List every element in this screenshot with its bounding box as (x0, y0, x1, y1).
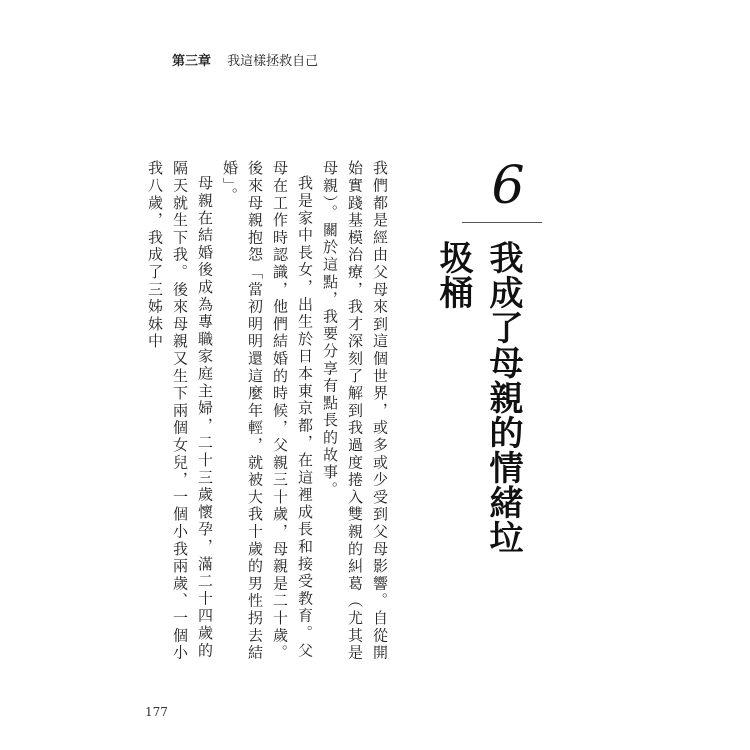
paragraph-2: 我是家中長女，出生於日本東京都，在這裡成長和接受教育。父母在工作時認識，他們結婚的時候，父親三十歲，母親是二十歲。後來母親抱怨「當初明明還這麼年輕，就被大我十歲的男性拐去結婚」。 (221, 160, 314, 662)
running-head-chapter: 第三章 (172, 54, 212, 69)
paragraph-3: 母親在結婚後成為專職家庭主婦，二十三歲懷孕，滿二十四歲的隔天就生下我。後來母親又生下兩個女兒，一個小我兩歲、一個小我八歲，我成了三姊妹中 (146, 160, 214, 662)
running-head (172, 50, 318, 69)
chapter-title: 我成了母親的情緒垃圾桶 (433, 240, 523, 555)
chapter-number: 6 (491, 156, 525, 216)
chapter-divider (462, 222, 542, 223)
paragraph-1: 我們都是經由父母來到這個世界，或多或少受到父母影響。自從開始實踐基模治療，我才深刻了解到我過度捲入雙親的糾葛（尤其是母親）。關於這點，我要分享有點長的故事。 (321, 160, 389, 662)
page-number: 177 (145, 705, 168, 719)
running-head-title: 我這樣拯救自己 (227, 54, 319, 69)
body-text (146, 160, 392, 670)
